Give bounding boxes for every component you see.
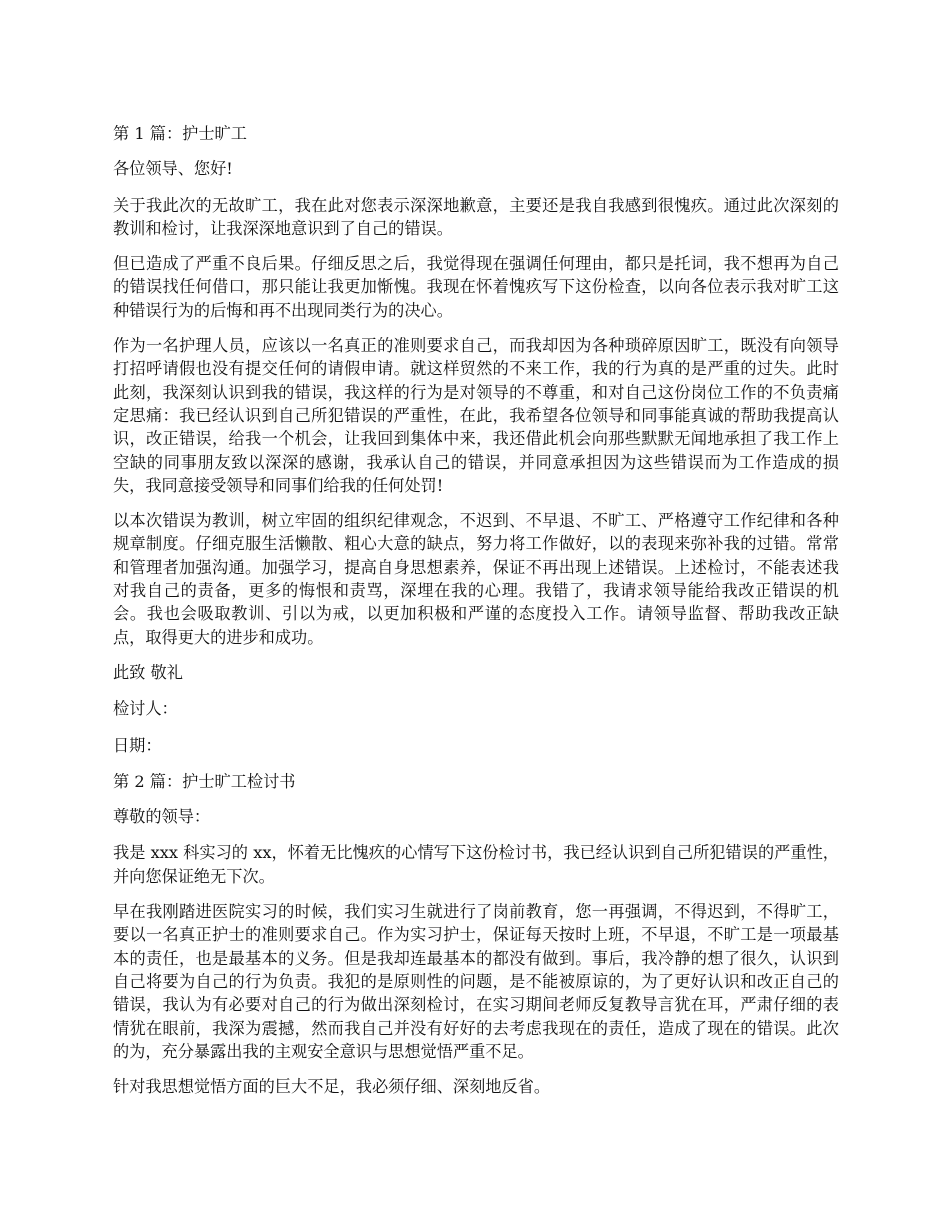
signature-line: 检讨人： bbox=[113, 699, 178, 719]
date-line: 日期： bbox=[113, 735, 162, 755]
body-paragraph: 我是 xxx 科实习的 xx，怀着无比愧疚的心情写下这份检讨书，我已经认识到自己所犯错误的严重性，并向您保证绝无下次。 bbox=[113, 843, 839, 886]
greeting: 尊敬的领导： bbox=[113, 807, 211, 827]
body-paragraph: 但已造成了严重不良后果。仔细反思之后，我觉得现在强调任何理由，都只是托词，我不想再为自己的错误找任何借口，那只能让我更加惭愧。我现在怀着愧疚写下这份检查，以向各位表示我对旷工这种错误行为的后悔和再不出现同类行为的决心。 bbox=[113, 254, 839, 320]
section-1-heading: 第 1 篇：护士旷工 bbox=[113, 124, 247, 143]
body-paragraph: 关于我此次的无故旷工，我在此对您表示深深地歉意，主要还是我自我感到很愧疚。通过此次深刻的教训和检讨，让我深深地意识到了自己的错误。 bbox=[113, 195, 839, 238]
greeting: 各位领导、您好! bbox=[113, 159, 233, 179]
body-paragraph: 作为一名护理人员，应该以一名真正的准则要求自己，而我却因为各种琐碎原因旷工，既没有向领导打招呼请假也没有提交任何的请假申请。就这样贸然的不来工作，我的行为真的是严重的过失。此时此刻，我深刻认识到我的错误，我这样的行为是对领导的不尊重，和对自己这份岗位工作的不负责痛定思痛：我已经认识到自己所犯错误的严重性，在此，我希望各位领导和同事能真诚的帮助我提高认识，改正错误，给我一个机会，让我回到集体中来，我还借此机会向那些默默无闻地承担了我工作上空缺的同事朋友致以深深的感谢，我承认自己的错误，并同意承担因为这些错误而为工作造成的损失，我同意接受领导和同事们给我的任何处罚! bbox=[113, 336, 839, 495]
body-paragraph: 以本次错误为教训，树立牢固的组织纪律观念，不迟到、不早退、不旷工、严格遵守工作纪律和各种规章制度。仔细克服生活懒散、粗心大意的缺点，努力将工作做好，以的表现来弥补我的过错。常常和管理者加强沟通。加强学习，提高自身思想素养，保证不再出现上述错误。上述检讨，不能表述我对我自己的责备，更多的悔恨和责骂，深埋在我的心理。我错了，我请求领导能给我改正错误的机会。我也会吸取教训、引以为戒，以更加积极和严谨的态度投入工作。请领导监督、帮助我改正缺点，取得更大的进步和成功。 bbox=[113, 511, 839, 647]
body-paragraph: 针对我思想觉悟方面的巨大不足，我必须仔细、深刻地反省。 bbox=[113, 1077, 551, 1097]
closing-salutation: 此致 敬礼 bbox=[113, 662, 183, 682]
section-2-heading: 第 2 篇：护士旷工检讨书 bbox=[113, 771, 296, 791]
body-paragraph: 早在我刚踏进医院实习的时候，我们实习生就进行了岗前教育，您一再强调，不得迟到，不得旷工，要以一名真正护士的准则要求自己。作为实习护士，保证每天按时上班，不早退，不旷工是一项最基本的责任，也是最基本的义务。但是我却连最基本的都没有做到。事后，我冷静的想了很久，认识到自己将要为自己的行为负责。我犯的是原则性的问题，是不能被原谅的，为了更好认识和改正自己的错误，我认为有必要对自己的行为做出深刻检讨，在实习期间老师反复教导言犹在耳，严肃仔细的表情犹在眼前，我深为震撼，然而我自己并没有好好的去考虑我现在的责任，造成了现在的错误。此次的为，充分暴露出我的主观安全意识与思想觉悟严重不足。 bbox=[113, 902, 839, 1061]
document-page bbox=[113, 122, 839, 1110]
